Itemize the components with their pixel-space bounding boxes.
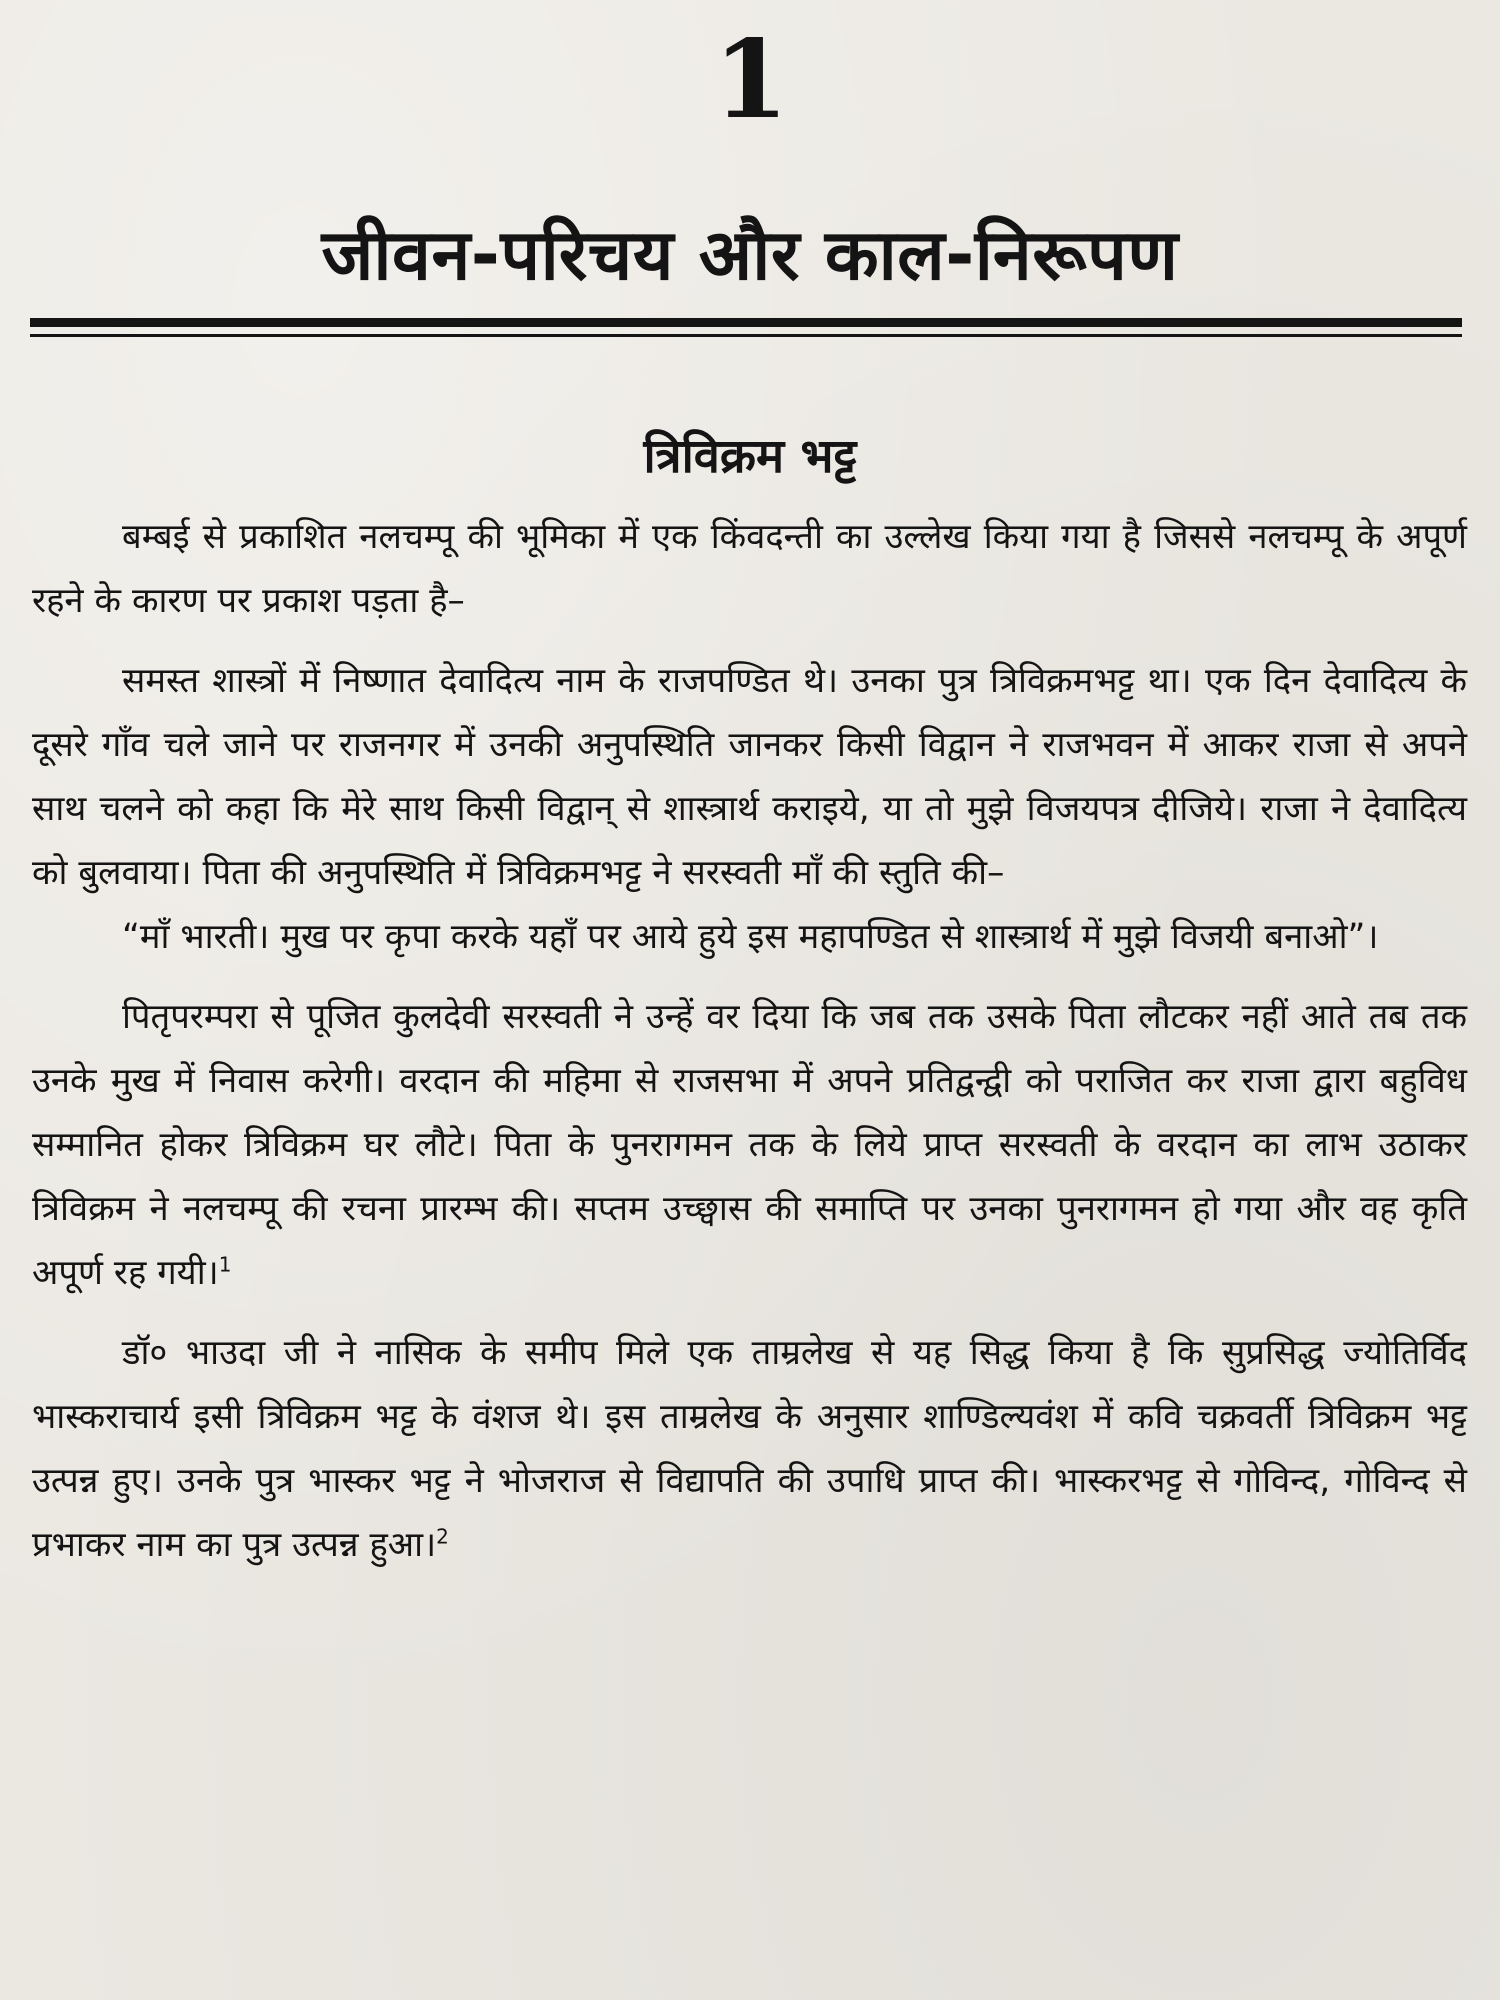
section-heading: त्रिविक्रम भट्ट bbox=[643, 429, 857, 484]
quote-paragraph bbox=[32, 905, 1467, 969]
paragraph-text: पितृपरम्परा से पूजित कुलदेवी सरस्वती ने उन्हें वर दिया कि जब तक उसके पिता लौटकर नहीं आते तब तक उनके मुख में निवास करेगी। वरदान की महिमा से राजसभा में अपने प्रतिद्वन्द्वी को पराजित कर राजा द्वारा बहुविध सम्मानित होकर त्रिविक्रम घर लौटे। पिता के पुनरागमन तक के लिये प्राप्त सरस्वती के वरदान का लाभ उठाकर त्रिविक्रम ने नलचम्पू की रचना प्रारम्भ की। सप्तम उच्छ्वास की समाप्ति पर उनका पुनरागमन हो गया और वह कृति अपूर्ण रह गयी। bbox=[32, 997, 1467, 1293]
footnote-marker: 1 bbox=[218, 1252, 232, 1277]
paragraph bbox=[32, 649, 1467, 905]
body-text bbox=[32, 505, 1467, 1577]
paragraph-text: “माँ भारती। मुख पर कृपा करके यहाँ पर आये हुये इस महापण्डित से शास्त्रार्थ में मुझे विजयी बनाओ”। bbox=[122, 917, 1379, 957]
chapter-title: जीवन-परिचय और काल-निरूपण bbox=[321, 214, 1179, 296]
paragraph-text: बम्बई से प्रकाशित नलचम्पू की भूमिका में एक किंवदन्ती का उल्लेख किया गया है जिससे नलचम्पू के अपूर्ण रहने के कारण पर प्रकाश पड़ता है– bbox=[32, 517, 1467, 621]
title-rule-thick bbox=[30, 318, 1462, 327]
paragraph-text: डॉ० भाउदा जी ने नासिक के समीप मिले एक ताम्रलेख से यह सिद्ध किया है कि सुप्रसिद्ध ज्योतिर्विद भास्कराचार्य इसी त्रिविक्रम भट्ट के वंशज थे। इस ताम्रलेख के अनुसार शाण्डिल्यवंश में कवि चक्रवर्ती त्रिविक्रम भट्ट उत्पन्न हुए। उनके पुत्र भास्कर भट्ट ने भोजराज से विद्यापति की उपाधि प्राप्त की। भास्करभट्ट से गोविन्द, गोविन्द से प्रभाकर नाम का पुत्र उत्पन्न हुआ। bbox=[32, 1333, 1467, 1565]
paragraph bbox=[32, 1321, 1467, 1577]
paragraph bbox=[32, 505, 1467, 633]
chapter-number: 1 bbox=[713, 17, 787, 143]
title-rule-thin bbox=[30, 334, 1462, 337]
paragraph bbox=[32, 985, 1467, 1305]
paragraph-text: समस्त शास्त्रों में निष्णात देवादित्य नाम के राजपण्डित थे। उनका पुत्र त्रिविक्रमभट्ट था। एक दिन देवादित्य के दूसरे गाँव चले जाने पर राजनगर में उनकी अनुपस्थिति जानकर किसी विद्वान ने राजभवन में आकर राजा से अपने साथ चलने को कहा कि मेरे साथ किसी विद्वान् से शास्त्रार्थ कराइये, या तो मुझे विजयपत्र दीजिये। राजा ने देवादित्य को बुलवाया। पिता की अनुपस्थिति में त्रिविक्रमभट्ट ने सरस्वती माँ की स्तुति की– bbox=[32, 661, 1467, 893]
footnote-marker: 2 bbox=[436, 1524, 449, 1549]
